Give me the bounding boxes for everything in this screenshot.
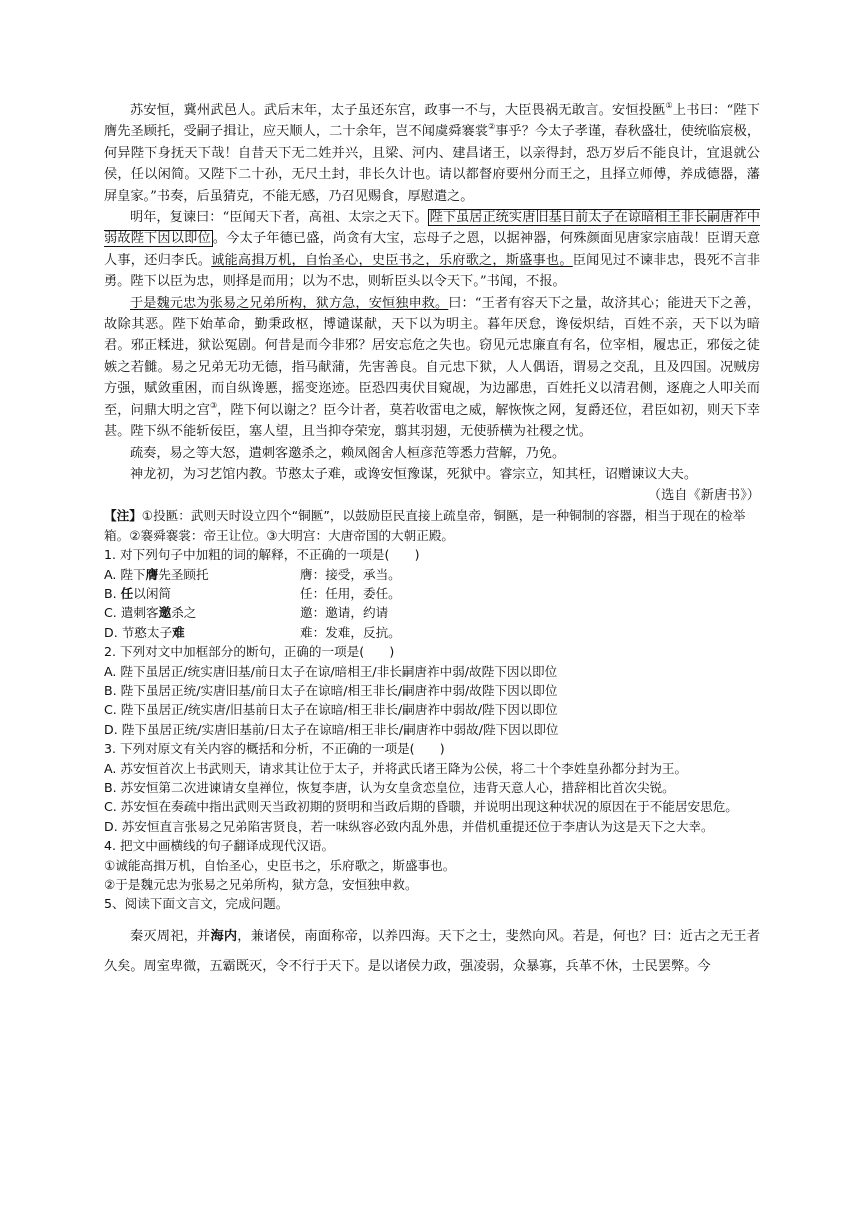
notes-text: ①投匦：武则天时设立四个“铜匦”，以鼓励臣民直接上疏皇帝，铜匦，是一种铜制的容器，相当于现在的检举箱。②褰舜褰裳：帝王让位。③大明宫：大唐帝国的大朝正殿。 [104, 508, 746, 543]
text-span: 任：任用，委任。 [300, 585, 401, 601]
q3-stem: 3. 下列对原文有关内容的概括和分析，不正确的一项是( ) [104, 741, 445, 757]
text-span: 杀之 [171, 605, 197, 621]
text-span: 难：发难，反抗。 [300, 624, 401, 640]
text-span: 上书曰：“陛下膺先圣顾托，受嗣子揖让，应天顺人，二十余年，岂不闻虞舜褰裳 [104, 103, 760, 140]
text-span: 臣闻见过不谏非忠，畏死不言非勇。陛下以臣为忠，则择是而用；以为不忠，则斩臣头以令天下。”书闻，不报。 [104, 252, 761, 290]
passage-paragraph-4: 疏奏，易之等大怒，遣刺客邀杀之，赖凤阁舍人桓彦范等悉力营解，乃免。 [130, 445, 566, 461]
footnote-marker: ② [488, 122, 496, 132]
q3-option-a: A. 苏安恒首次上书武则天，请求其让位于太子，并将武氏诸王降为公侯，将二十个李姓皇孙都分封为王。 [104, 760, 688, 776]
q2-option-a: A. 陛下虽居正/统实唐旧基/前日太子在谅/暗相王/非长嗣唐祚中弱/故陛下因以即位 [104, 663, 558, 679]
text-span: B. [104, 585, 121, 601]
footnote-marker: ① [665, 101, 673, 110]
source-citation: （选自《新唐书》） [647, 488, 760, 504]
q4-item-2: ②于是魏元忠为张易之兄弟所构，狱方急，安恒独申救。 [104, 877, 418, 893]
text-span: 先圣顾托 [158, 566, 209, 582]
q4-item-1: ①诚能高揖万机，自怡圣心，史臣书之，乐府歌之，斯盛事也。 [104, 857, 456, 873]
q2-option-b: B. 陛下虽居正统/实唐旧基/前日太子在谅暗/相王非长/嗣唐祚中弱/故陛下因以即位 [104, 682, 558, 698]
document-page [104, 100, 760, 982]
bold-word: 膺 [145, 566, 159, 582]
q1-option-d [104, 623, 760, 642]
passage-paragraph-1 [104, 100, 760, 207]
notes-label: 【注】 [104, 508, 142, 524]
bold-word: 难 [172, 624, 185, 640]
text-span: 膺：接受，承当。 [300, 566, 401, 582]
q3-option-d: D. 苏安恒直言张易之兄弟陷害贤良，若一味纵容必致内乱外患，并借机重提还位于李唐认为这是天下之大幸。 [104, 818, 714, 834]
boxed-sentence: 陛下虽居正统实唐旧基日前太子在谅暗相王非长嗣唐祚中弱故陛下因以即位 [104, 210, 760, 247]
passage-paragraph-2 [104, 207, 760, 293]
q1-option-b [104, 584, 760, 603]
bold-word: 任 [120, 585, 134, 601]
text-span: ，陛下何以谢之？臣今计者，莫若收雷电之威，解恢恢之网，复爵还位，君臣如初，则天下幸甚。陛下纵不能斩佞臣，塞人望，且当抑夺荣宠，翦其羽翅，无使骄横为社稷之忧。 [104, 402, 761, 440]
underlined-sentence-1: 诚能高揖万机，自怡圣心，史臣书之，乐府歌之，斯盛事也。 [211, 252, 573, 268]
underlined-sentence-2: 于是魏元忠为张易之兄弟所构，狱方急，安恒独申救。 [130, 295, 449, 311]
text-span: 以闲简 [133, 585, 172, 601]
q4-stem: 4. 把文中画横线的句子翻译成现代汉语。 [104, 838, 335, 854]
passage-paragraph-3 [104, 293, 760, 443]
q3-option-b: B. 苏安恒第二次进谏请女皇禅位，恢复李唐，认为女皇贪恋皇位，违背天意人心，措辞相比首次尖锐。 [104, 780, 675, 795]
text-span: ，兼诸侯，南面称帝，以养四海。天下之士，斐然向风。若是，何也？曰：近古之无王者久矣。周室卑微，五霸既灭，令不行于天下。是以诸侯力政，强凌弱，众暴寡，兵革不休，士民罢弊。今 [104, 928, 761, 974]
footnote-marker: ③ [209, 400, 218, 410]
text-span: 邀：邀请，约请 [300, 605, 389, 621]
text-span: C. 遣刺客 [104, 605, 159, 621]
q1-stem: 1. 对下列句子中加粗的词的解释，不正确的一项是( ) [104, 547, 420, 563]
text-span: A. 陛下 [104, 566, 146, 582]
q1-option-a [104, 565, 760, 584]
q5-stem: 5、阅读下面文言文，完成问题。 [104, 896, 289, 912]
q1-option-c [104, 603, 760, 622]
notes [104, 506, 760, 545]
text-span: 曰：“王者有容天下之量，故济其心；能进天下之善，故除其恶。陛下始革命，勤秉政枢，博谴谋献，天下以为明主。暮年厌怠，谗佞炽结，百姓不亲，天下以为暗君。邪正糅进，狱讼冤剧。何昔是而今非邪？居安忘危之失也。窃见元忠廉直有名，位宰相，履忠正，邪佞之徒嫉之若雠。易之兄弟无功无德，指马献蒲，先害善良。自元忠下狱，人人偶语，谓易之交乱，且及四国。况贼房方强，赋敛重困，而自纵谗慝，摇变迩迹。臣恐四夷伏目窥觇，为边鄙患，百姓托义以清君侧，逐鹿之人叩关而至，问鼎大明之宫 [104, 295, 761, 418]
q5-passage [104, 922, 760, 982]
q2-stem: 2. 下列对文中加框部分的断句，正确的一项是( ) [104, 644, 395, 660]
q2-option-d: D. 陛下虽居正统/实唐旧基前/日太子在谅暗/相王非长/嗣唐祚中弱故/陛下因以即位 [104, 721, 559, 737]
text-span: D. 节憨太子 [104, 624, 173, 640]
q2-option-c: C. 陛下虽居正/统实唐/旧基前日太子在谅暗/相王非长/嗣唐祚中弱故/陛下因以即位 [104, 702, 558, 718]
q3-option-c: C. 苏安恒在奏疏中指出武则天当政初期的贤明和当政后期的昏聩，并说明出现这种状况的原因在于不能居安思危。 [104, 799, 738, 815]
text-span: 。今太子年德已盛，尚贪有大宝，忘母子之恩，以据神器，何殊颜面见唐家宗庙哉！臣谓天意人事，还归李氏。 [104, 231, 761, 268]
text-span: 苏安恒，冀州武邑人。武后末年，太子虽还东宫，政事一不与，大臣畏祸无敢言。安恒投匦 [130, 103, 666, 118]
text-span: 事乎？今太子孝谨，春秋盛壮，使统临宸极，何异陛下身抚天下哉！自昔天下无二姓并兴，且梁、河内、建昌诸王，以亲得封，恐万岁后不能良计，宜退就公侯，任以闲简。又陛下二十孙，无尺土封，非长久计也。请以都督府要州分而王之，且择立师傅，养成德器，藩屏皇家。”书奏，后虽猜克，不能无感，乃召见赐食，厚慰遣之。 [104, 124, 761, 204]
bold-word: 海内 [210, 928, 238, 944]
bold-word: 邀 [158, 605, 172, 621]
passage-paragraph-5: 神龙初，为习艺馆内教。节憨太子难，或谗安恒豫谋，死狱中。睿宗立，知其枉，诏赠谏议大夫。 [130, 466, 698, 482]
text-span: 秦灭周祀，并 [130, 928, 211, 944]
text-span: 明年，复谏曰：“臣闻天下者，高祖、太宗之天下。 [130, 210, 428, 226]
